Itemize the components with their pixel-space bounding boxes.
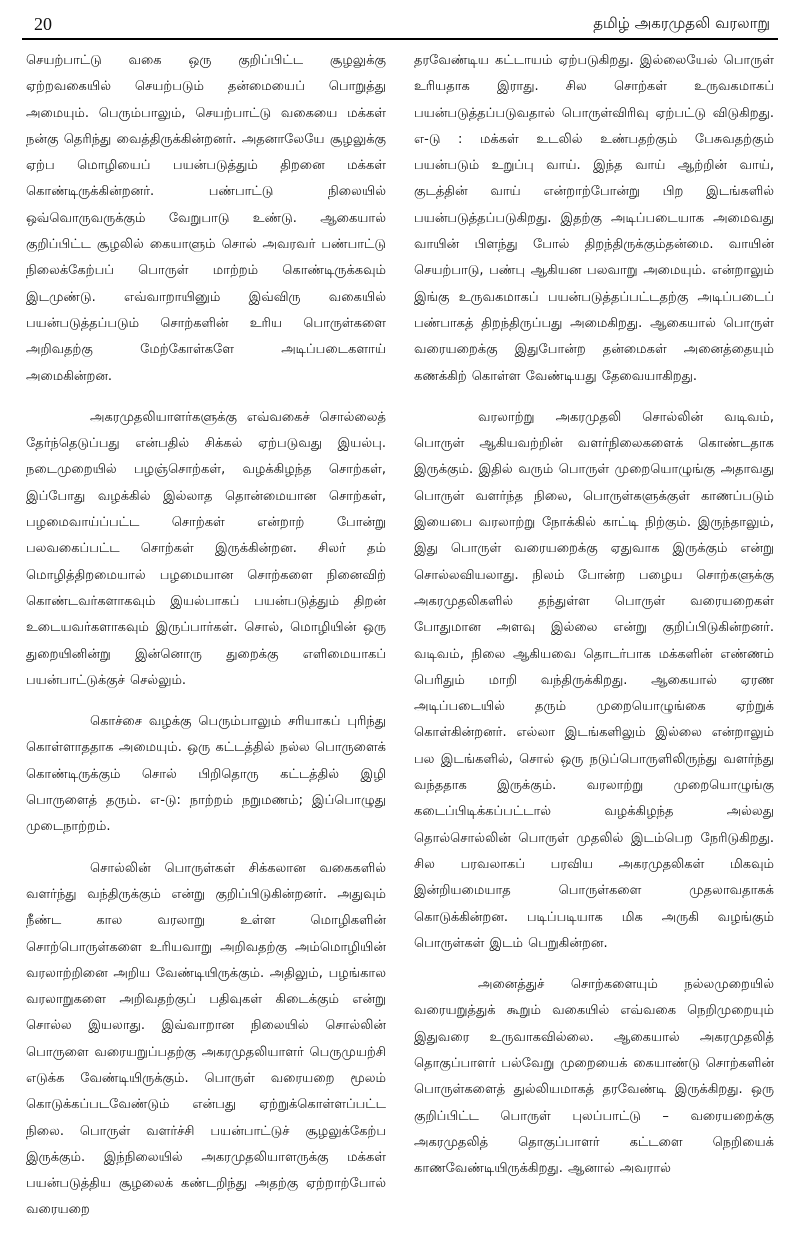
paragraph: அனைத்துச் சொற்களையும் நல்லமுறையில் வரையறுத்துக் கூறும் வகையில் எவ்வகை நெறிமுறையும் இதுவரை உருவாகவில்லை. ஆகையால் அகரமுதலித் தொகுப்பாளர் பல்வேறு முறையைக் கையாண்டு சொற்களின் பொருள்களைத் துல்லியமாகத் தரவேண்டி இருக்கிறது. ஒரு குறிப்பிட்ட பொருள் புலப்பாட்டு – வரையறைக்கு அகரமுதலித் தொகுப்பாளர் கட்டளை நெறியைக் காணவேண்டியிருக்கிறது. ஆனால் அவரால்: [414, 977, 774, 1177]
paragraph: சொல்லின் பொருள்கள் சிக்கலான வகைகளில் வளர்ந்து வந்திருக்கும் என்று குறிப்பிடுகின்றனர். அதுவும் நீண்ட கால வரலாறு உள்ள மொழிகளின் சொற்பொருள்களை உரியவாறு அறிவதற்கு அம்மொழியின் வரலாற்றினை அறிய வேண்டியிருக்கும். அதிலும், பழங்கால வரலாறுகளை அறிவதற்குப் பதிவுகள் கிடைக்கும் என்று சொல்ல இயலாது. இவ்வாறான நிலையில் சொல்லின் பொருளை வரையறுப்பதற்கு அகரமுதலியாளர் பெருமுயற்சி எடுக்க வேண்டியிருக்கும். பொருள் வரையறை மூலம் கொடுக்கப்படவேண்டும் என்பது ஏற்றுக்கொள்ளப்பட்ட நிலை. பொருள் வளர்ச்சி பயன்பாட்டுச் சூழலுக்கேற்ப இருக்கும். இந்நிலையில் அகரமுதலியாளருக்கு மக்கள் பயன்படுத்திய சூழலைக் கண்டறிந்து அதற்கு ஏற்றாற்போல் வரையறை: [26, 860, 386, 1218]
running-title: தமிழ் அகரமுதலி வரலாறு: [593, 14, 770, 32]
paragraph: தரவேண்டிய கட்டாயம் ஏற்படுகிறது. இல்லையேல் பொருள் உரியதாக இராது. சில சொற்கள் உருவகமாகப் பயன்படுத்தப்படுவதால் பொருள்விரிவு ஏற்பட்டு விடுகிறது. எ-டு : மக்கள் உடலில் உண்பதற்கும் பேசுவதற்கும் பயன்படும் உறுப்பு வாய். இந்த வாய் ஆற்றின் வாய், குடத்தின் வாய் என்றாற்போன்று பிற இடங்களில் பயன்படுத்தப்படுகிறது. இதற்கு அடிப்படையாக அமைவது வாயின் பிளந்து போல் திறந்திருக்கும்தன்மை. வாயின் செயற்பாடு, பண்பு ஆகியன பலவாறு அமையும். என்றாலும் இங்கு உருவகமாகப் பயன்படுத்தப்பட்டதற்கு அடிப்படைப் பண்பாகத் திறந்திருப்பது அமைகிறது. ஆகையால் பொருள் வரையறைக்கு இதுபோன்ற தன்மைகள் அனைத்தையும் கணக்கிற் கொள்ள வேண்டியது தேவையாகிறது.: [414, 53, 774, 384]
paragraph: செயற்பாட்டு வகை ஒரு குறிப்பிட்ட சூழலுக்கு ஏற்றவகையில் செயற்படும் தன்மையைப் பொறுத்து அமையும். பெரும்பாலும், செயற்பாட்டு வகையை மக்கள் நன்கு தெரிந்து வைத்திருக்கின்றனர். அதனாலேயே சூழலுக்கு ஏற்ப மொழியைப் பயன்படுத்தும் திறனை மக்கள் கொண்டிருக்கின்றனர். பண்பாட்டு நிலையில் ஒவ்வொருவருக்கும் வேறுபாடு உண்டு. ஆகையால் குறிப்பிட்ட சூழலில் கையாளும் சொல் அவரவர் பண்பாட்டு நிலைக்கேற்பப் பொருள் மாற்றம் கொண்டிருக்கவும் இடமுண்டு. எவ்வாறாயினும் இவ்விரு வகையில் பயன்படுத்தப்படும் சொற்களின் உரிய பொருள்களை அறிவதற்கு மேற்கோள்களே அடிப்படைகளாய் அமைகின்றன.: [26, 53, 386, 384]
page-number: 20: [34, 14, 52, 34]
page-header: [22, 6, 778, 40]
paragraph: அகரமுதலியாளர்களுக்கு எவ்வகைச் சொல்லைத் தேர்ந்தெடுப்பது என்பதில் சிக்கல் ஏற்படுவது இயல்பு. நடைமுறையில் பழஞ்சொற்கள், வழக்கிழந்த சொற்கள், இப்போது வழக்கில் இல்லாத தொன்மையான சொற்கள், பழமைவாய்ப்பட்ட சொற்கள் என்றாற் போன்று பலவகைப்பட்ட சொற்கள் இருக்கின்றன. சிலர் தம் மொழித்திறமையால் பழமையான சொற்களை நினைவிற் கொண்டவர்களாகவும் இயல்பாகப் பயன்படுத்தும் திறன் உடையவர்களாகவும் இருப்பார்கள். சொல், மொழியின் ஒரு துறையினின்று இன்னொரு துறைக்கு எளிமையாகப் பயன்பாட்டுக்குச் செல்லும்.: [26, 409, 386, 688]
paragraph: கொச்சை வழக்கு பெரும்பாலும் சரியாகப் புரிந்து கொள்ளாததாக அமையும். ஒரு கட்டத்தில் நல்ல பொருளைக் கொண்டிருக்கும் சொல் பிறிதொரு கட்டத்தில் இழி பொருளைத் தரும். எ-டு: நாற்றம் நறுமணம்; இப்பொழுது முடைநாற்றம்.: [26, 714, 386, 835]
paragraph: வரலாற்று அகரமுதலி சொல்லின் வடிவம், பொருள் ஆகியவற்றின் வளர்நிலைகளைக் கொண்டதாக இருக்கும். இதில் வரும் பொருள் முறையொழுங்கு அதாவது பொருள் வளர்ந்த நிலை, பொருள்களுக்குள் காணப்படும் இயைபை வரலாற்று நோக்கில் காட்டி நிற்கும். இருந்தாலும், இது பொருள் வரையறைக்கு ஏதுவாக இருக்கும் என்று சொல்லவியலாது. நிலம் போன்ற பழைய சொற்களுக்கு அகரமுதலிகளில் தந்துள்ள பொருள் வரையறைகள் போதுமான அளவு இல்லை என்று குறிப்பிடுகின்றனர். வடிவம், நிலை ஆகியவை தொடர்பாக மக்களின் எண்ணம் பெரிதும் மாறி வந்திருக்கிறது. ஆகையால் ஏரண அடிப்படையில் தரும் முறையொழுங்கை ஏற்றுக் கொள்கின்றனர். எல்லா இடங்களிலும் இல்லை என்றாலும் பல இடங்களில், சொல் ஒரு நடுப்பொருளிலிருந்து வளர்ந்து வந்ததாக இருக்கும். வரலாற்று முறையொழுங்கு கடைப்பிடிக்கப்பட்டால் வழக்கிழந்த அல்லது தொல்சொல்லின் பொருள் முதலில் இடம்பெற நேரிடுகிறது. சில பரவலாகப் பரவிய அகரமுதலிகள் மிகவும் இன்றியமையாத பொருள்களை முதலாவதாகக் கொடுக்கின்றன. படிப்படியாக மிக அருகி வழங்கும் பொருள்கள் இடம் பெறுகின்றன.: [414, 409, 774, 951]
left-column: [26, 48, 386, 1239]
right-column: [414, 48, 774, 1197]
